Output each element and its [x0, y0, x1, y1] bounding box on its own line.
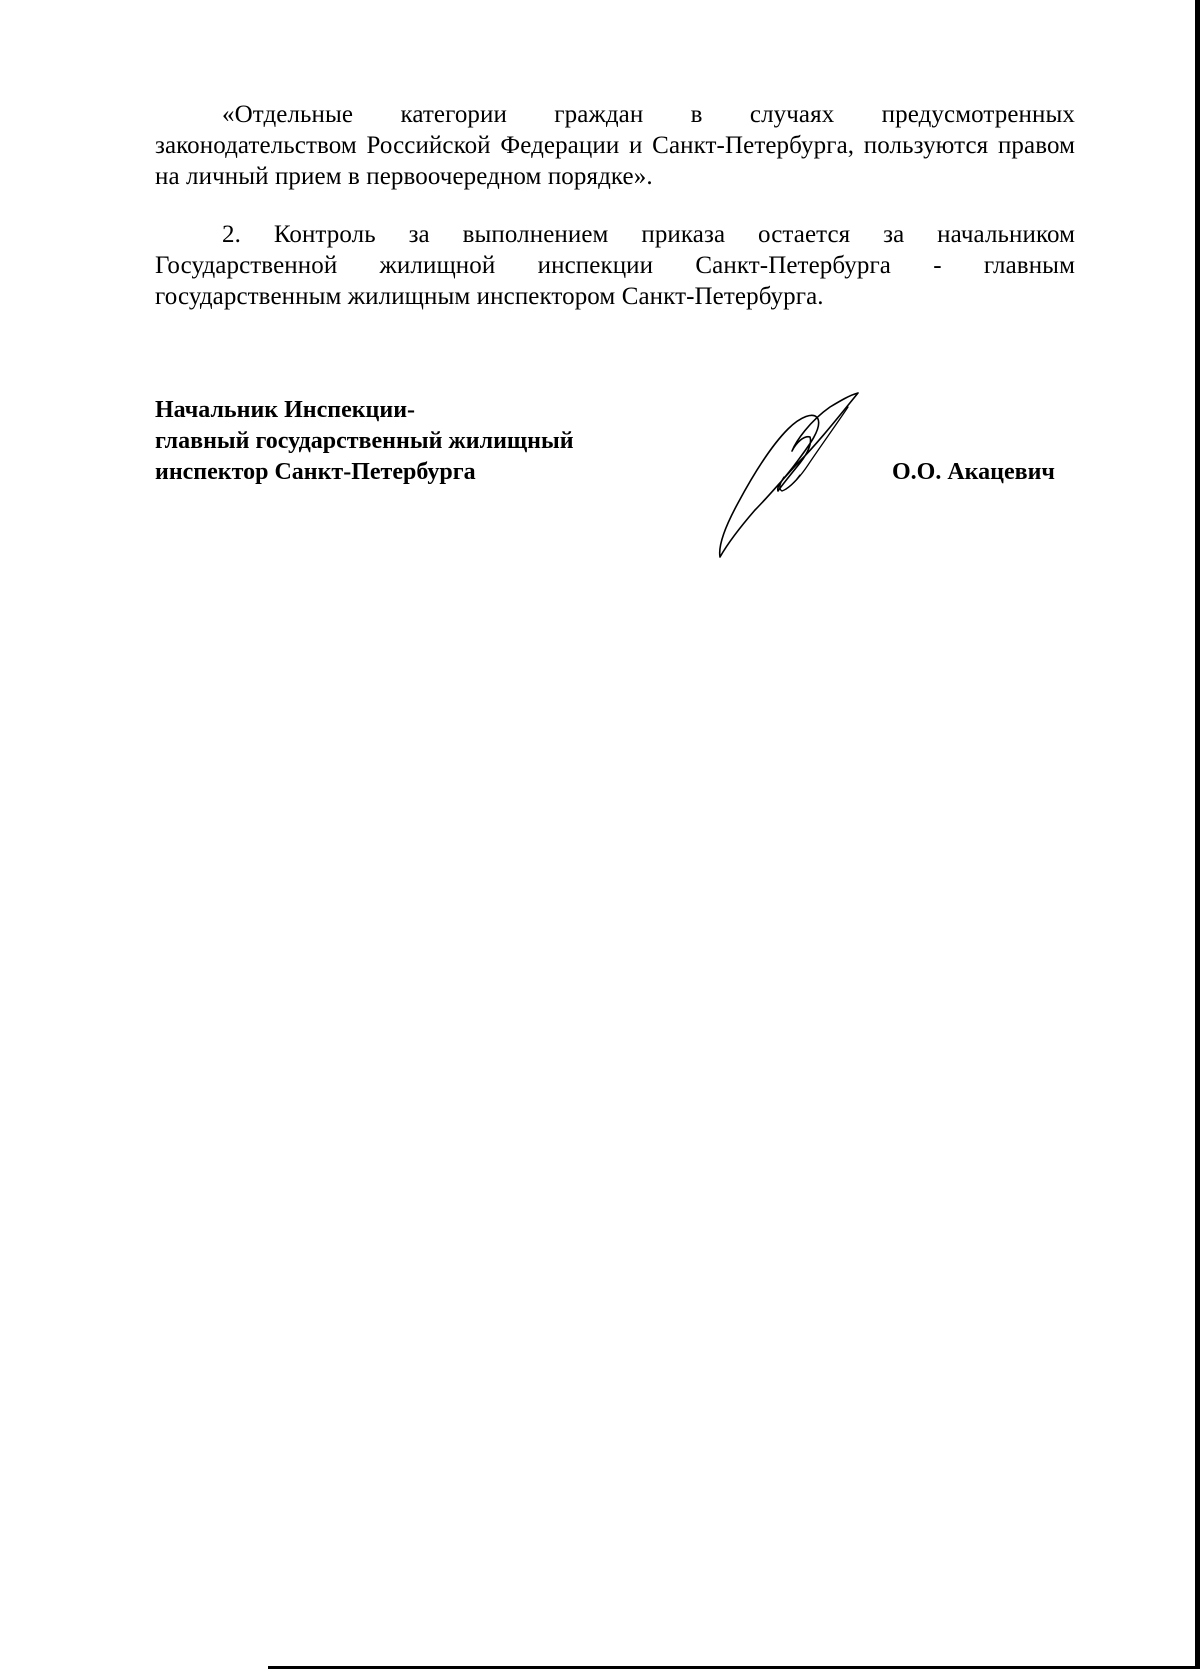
- scan-edge-right: [1195, 0, 1200, 1669]
- paragraph-priority-reception: «Отдельные категории граждан в случаях предусмотренных законодательством Российской Федерации и Санкт-Петербурга, пользуются правом на личный прием в первоочередном порядке».: [155, 101, 1075, 190]
- signatory-name: О.О. Акацевич: [892, 459, 1055, 485]
- signature-stroke-inner: [786, 407, 848, 489]
- signatory-title-line-3: инспектор Санкт-Петербурга: [155, 459, 476, 485]
- handwritten-signature: [700, 385, 880, 565]
- signature-stroke-loop: [780, 475, 800, 491]
- signatory-title-line-2: главный государственный жилищный: [155, 428, 574, 454]
- signature-stroke-main: [720, 393, 858, 557]
- paragraph-control-clause: 2. Контроль за выполнением приказа остается за начальником Государственной жилищной инспекции Санкт-Петербурга - главным государственным жилищным инспектором Санкт-Петербурга.: [155, 221, 1075, 310]
- signatory-title-block: [155, 395, 574, 488]
- signatory-title-line-1: Начальник Инспекции-: [155, 397, 416, 423]
